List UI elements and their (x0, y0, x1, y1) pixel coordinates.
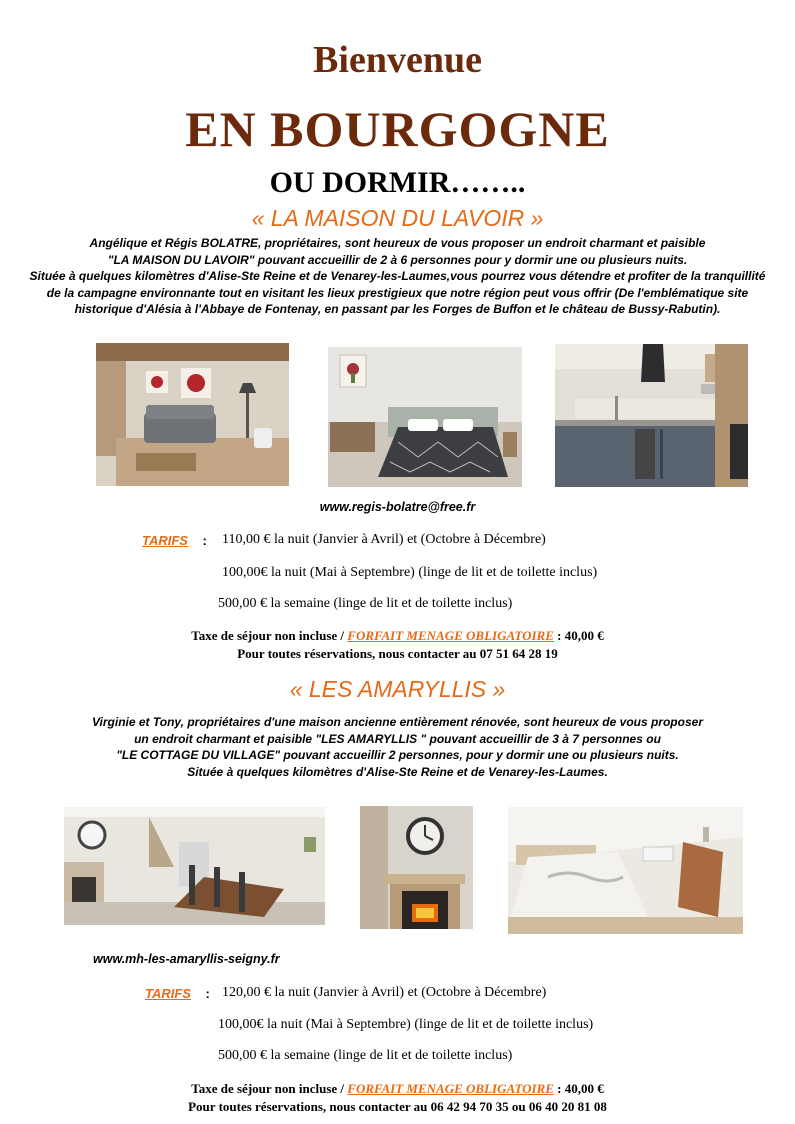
house2-tax-text: Taxe de séjour non incluse / (191, 1081, 348, 1096)
house1-price-line: 100,00€ la nuit (Mai à Septembre) (linge de lit et de toilette inclus) (222, 565, 598, 580)
house1-tarifs-label: TARIFS (142, 533, 188, 548)
house2-tarifs-colon: : (205, 986, 210, 1001)
house1-tax-line (0, 628, 795, 644)
house2-website-link[interactable]: www.mh-les-amaryllis-seigny.fr (93, 952, 280, 966)
house2-name: « LES AMARYLLIS » (289, 676, 506, 702)
kitchen-photo (555, 344, 748, 487)
house1-tarifs-colon: : (202, 533, 207, 548)
house1-intro-line: "LA MAISON DU LAVOIR" pouvant accueillir de 2 à 6 personnes pour y dormir une ou plusieurs nuits. (107, 252, 688, 267)
house2-intro (0, 714, 795, 780)
house1-price-line: 500,00 € la semaine (linge de lit et de toilette inclus) (218, 596, 513, 611)
house1-name: « LA MAISON DU LAVOIR » (251, 205, 544, 231)
house1-forfait-value: : 40,00 € (553, 628, 604, 643)
house1-website-link[interactable]: www.regis-bolatre@free.fr (319, 500, 476, 514)
house2-tarifs-label: TARIFS (145, 986, 191, 1001)
house2-intro-line: un endroit charmant et paisible "LES AMARYLLIS " pouvant accueillir de 3 à 7 personnes ou (134, 731, 661, 746)
house2-contact: Pour toutes réservations, nous contacter au 06 42 94 70 35 ou 06 40 20 81 08 (188, 1099, 607, 1114)
house2-price-line: 500,00 € la semaine (linge de lit et de toilette inclus) (218, 1048, 513, 1063)
where-to-sleep-heading: OU DORMIR…….. (269, 166, 526, 199)
house1-tarifs-row (142, 532, 207, 550)
house1-contact: Pour toutes réservations, nous contacter au 07 51 64 28 19 (237, 646, 558, 661)
house2-intro-line: "LE COTTAGE DU VILLAGE" pouvant accueillir 2 personnes, pour y dormir une ou plusieurs nuits. (116, 748, 679, 762)
house1-forfait-label: FORFAIT MENAGE OBLIGATOIRE (347, 628, 554, 643)
house1-intro-line: historique d'Alésia à l'Abbaye de Fontenay, en passant par les Forges de Buffon et le château de Bussy-Rabutin). (74, 302, 721, 316)
cottage-bedroom-photo (508, 807, 743, 934)
house1-price-line: 110,00 € la nuit (Janvier à Avril) et (Octobre à Décembre) (222, 532, 546, 547)
fireplace-photo (360, 806, 473, 929)
house2-intro-line: Virginie et Tony, propriétaires d'une maison ancienne entièrement rénovée, sont heureux de vous proposer (91, 715, 703, 729)
house2-price-line: 100,00€ la nuit (Mai à Septembre) (linge de lit et de toilette inclus) (218, 1017, 594, 1032)
house1-tax-text: Taxe de séjour non incluse / (191, 628, 348, 643)
house2-intro-line: Située à quelques kilomètres d'Alise-Ste Reine et de Venarey-les-Laumes. (187, 764, 608, 779)
house2-price-line: 120,00 € la nuit (Janvier à Avril) et (Octobre à Décembre) (222, 985, 547, 1000)
house2-forfait-value: : 40,00 € (553, 1081, 604, 1096)
welcome-heading: Bienvenue (313, 39, 482, 81)
house2-tax-line (0, 1081, 795, 1097)
house1-intro-line: de la campagne environnante tout en visitant les lieux prestigieux que notre région peut vous offrir (De l'emblématique site (46, 285, 749, 300)
dining-room-photo (64, 807, 325, 925)
house1-intro (0, 235, 795, 318)
region-heading: EN BOURGOGNE (185, 101, 610, 157)
house1-intro-line: Située à quelques kilomètres d'Alise-Ste Reine et de Venarey-les-Laumes,vous pourrez vous détendre et profiter de la tranquillité (29, 269, 766, 283)
house1-intro-line: Angélique et Régis BOLATRE, propriétaires, sont heureux de vous proposer un endroit charmant et paisible (89, 236, 706, 250)
living-room-photo (96, 343, 289, 486)
house2-forfait-label: FORFAIT MENAGE OBLIGATOIRE (347, 1081, 554, 1096)
house2-tarifs-row (145, 985, 210, 1003)
bedroom-photo (328, 347, 522, 487)
